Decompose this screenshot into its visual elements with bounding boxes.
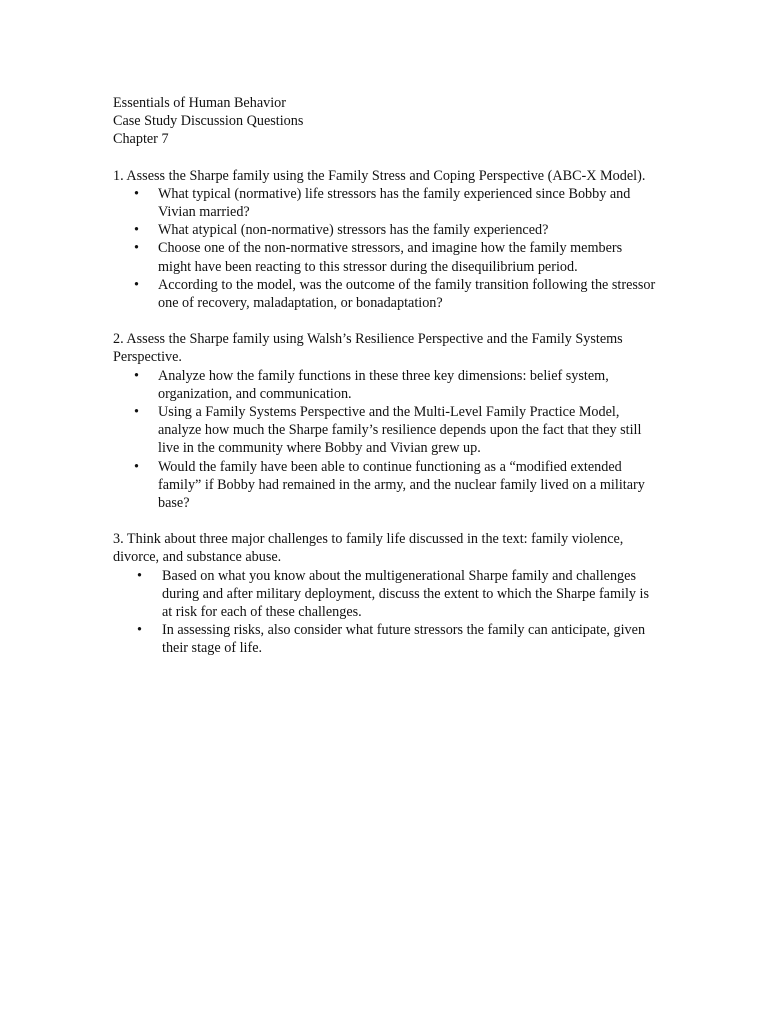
bullet-icon: • [134,367,139,384]
bullet-list [113,367,658,513]
bullet-text: Analyze how the family functions in these three key dimensions: belief system, organization, and communication. [158,367,609,402]
bullet-list [113,567,658,658]
list-item [113,458,658,513]
question-text: 1. Assess the Sharpe family using the Family Stress and Coping Perspective (ABC-X Model). [113,167,646,184]
document-body [113,94,658,676]
course-title: Essentials of Human Behavior [113,95,286,111]
question-text: 2. Assess the Sharpe family using Walsh’s Resilience Perspective and the Family Systems Perspective. [113,331,623,366]
bullet-text: Would the family have been able to continue functioning as a “modified extended family” if Bobby had remained in the army, and the nuclear family lived on a military base? [158,458,645,512]
bullet-text: According to the model, was the outcome of the family transition following the stressor one of recovery, maladaptation, or bonadaptation? [158,276,656,312]
document-header [113,94,658,149]
question-1 [113,167,658,313]
bullet-text: Based on what you know about the multigenerational Sharpe family and challenges during and after military deployment, discuss the extent to which the Sharpe family is at risk for each of these challenges. [162,567,649,621]
bullet-icon: • [134,222,139,239]
question-2 [113,330,658,512]
bullet-text: What atypical (non-normative) stressors has the family experienced? [158,222,549,239]
bullet-icon: • [134,276,139,293]
chapter-label: Chapter 7 [113,131,169,148]
bullet-list [113,185,658,312]
bullet-text: What typical (normative) life stressors has the family experienced since Bobby and Vivian married? [158,185,631,221]
list-item [113,621,658,657]
list-item [113,239,658,275]
list-item [113,185,658,221]
assignment-title: Case Study Discussion Questions [113,113,304,130]
bullet-icon: • [134,404,139,421]
bullet-text: Choose one of the non-normative stressors, and imagine how the family members might have been reacting to this stressor during the disequilibrium period. [158,240,623,275]
list-item [113,221,658,239]
list-item [113,276,658,312]
bullet-icon: • [134,240,139,257]
bullet-text: Using a Family Systems Perspective and the Multi-Level Family Practice Model, analyze how much the Sharpe family’s resilience depends upon the fact that they still live in the community where Bobby and Vivian grew up. [158,404,642,457]
bullet-icon: • [134,458,139,475]
list-item [113,567,658,622]
bullet-icon: • [134,185,139,202]
list-item [113,367,658,403]
question-3 [113,530,658,657]
bullet-icon: • [137,567,142,584]
list-item [113,403,658,458]
bullet-text: In assessing risks, also consider what future stressors the family can anticipate, given their stage of life. [162,622,646,657]
bullet-icon: • [137,622,142,639]
question-text: 3. Think about three major challenges to family life discussed in the text: family violence, divorce, and substance abuse. [113,531,624,566]
